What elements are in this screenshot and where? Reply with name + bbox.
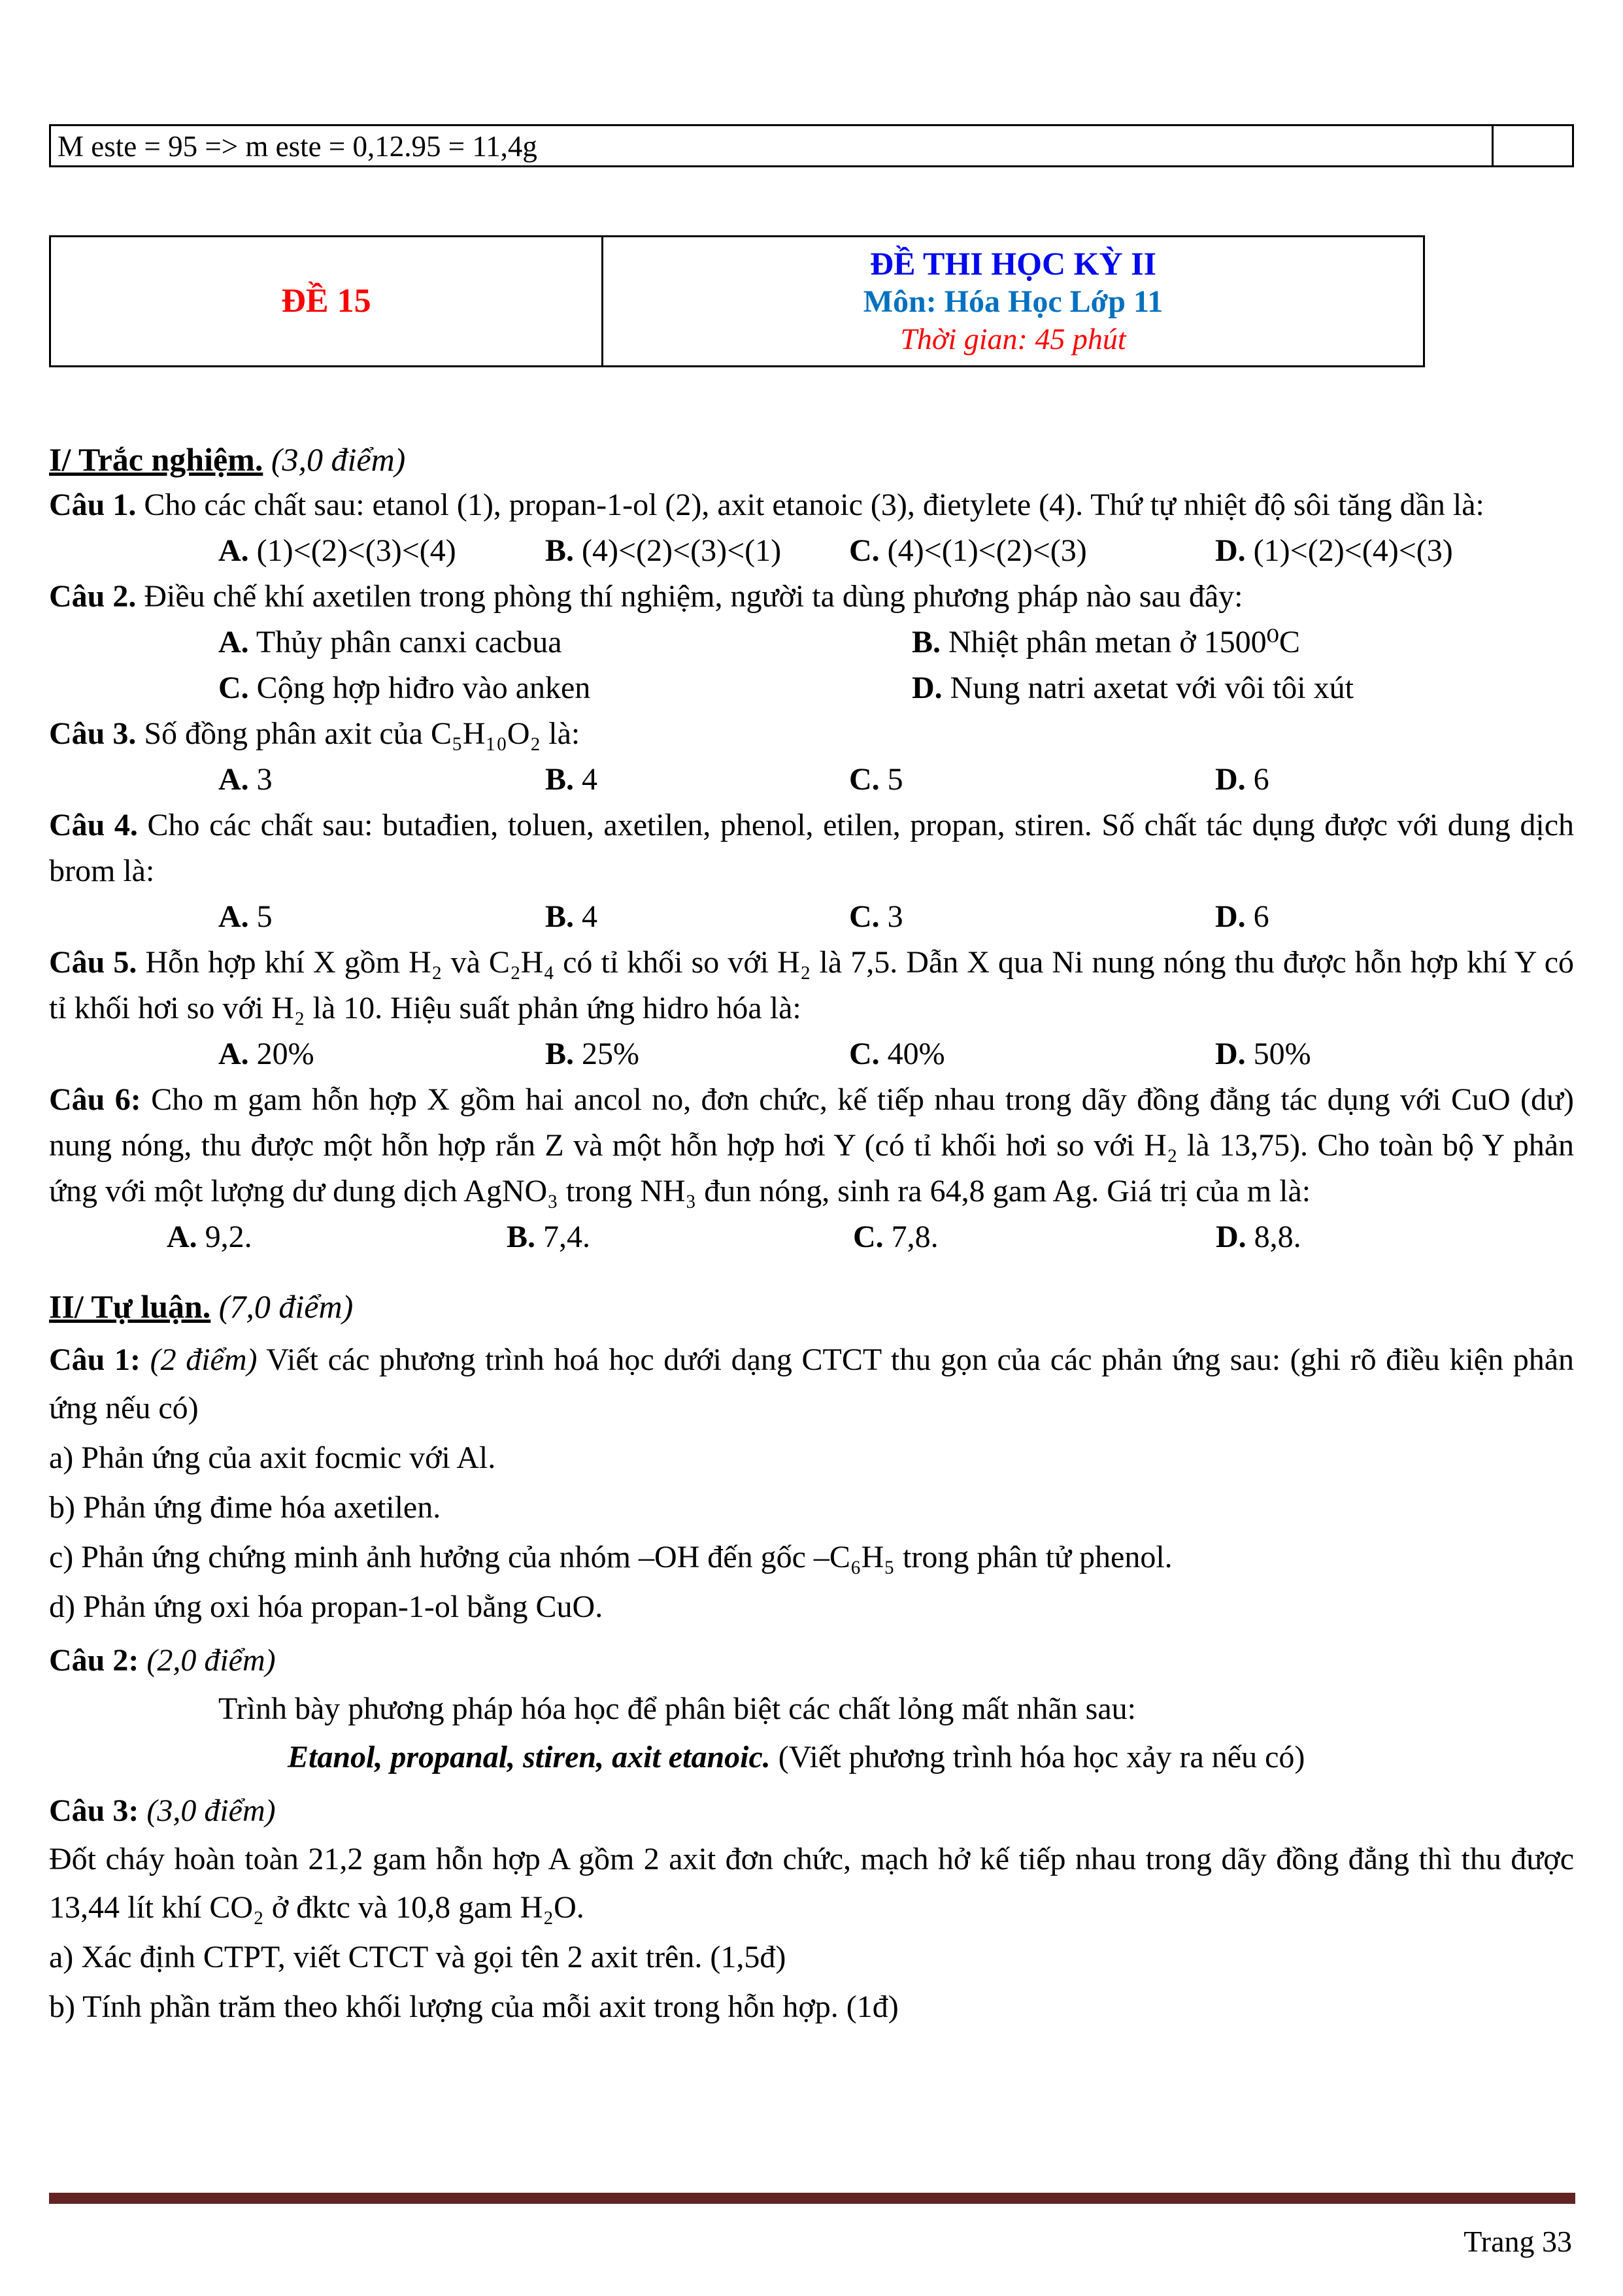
option-letter: C. bbox=[218, 671, 249, 705]
option-text: 5 bbox=[887, 762, 903, 797]
option-text: (1)<(2)<(3)<(4) bbox=[256, 533, 456, 568]
option-letter: D. bbox=[1216, 1220, 1247, 1254]
option-text: 20% bbox=[256, 1037, 314, 1071]
question-4-option-a bbox=[218, 894, 545, 940]
part2-question-3-item-b: b) Tính phần trăm theo khối lượng của mỗi axit trong hỗn hợp. (1đ) bbox=[49, 1989, 899, 2024]
top-note-empty-cell bbox=[1494, 126, 1572, 165]
part2-question-2 bbox=[49, 1637, 1574, 1685]
part1-heading-text: I/ Trắc nghiệm. bbox=[49, 441, 263, 478]
question-4-option-c bbox=[849, 894, 1215, 940]
question-1-option-c bbox=[849, 528, 1215, 574]
question-6-option-a bbox=[167, 1214, 507, 1260]
option-letter: B. bbox=[507, 1220, 536, 1254]
top-note-text: M este = 95 => m este = 0,12.95 = 11,4g bbox=[58, 130, 537, 163]
part2-heading bbox=[49, 1282, 1574, 1331]
question-1-option-b bbox=[545, 528, 849, 574]
question-2-options-row-1 bbox=[49, 620, 1574, 665]
question-2 bbox=[49, 574, 1574, 620]
option-text: 25% bbox=[582, 1037, 639, 1071]
option-text: (4)<(1)<(2)<(3) bbox=[887, 533, 1087, 568]
option-letter: D. bbox=[1215, 1037, 1246, 1071]
question-3-option-a bbox=[218, 757, 545, 803]
exam-duration: Thời gian: 45 phút bbox=[900, 322, 1126, 356]
option-text: 3 bbox=[256, 762, 273, 797]
part2-question-3-item-a: a) Xác định CTPT, viết CTCT và gọi tên 2 axit trên. (1,5đ) bbox=[49, 1940, 786, 1974]
part2-question-1-item-d: d) Phản ứng oxi hóa propan-1-ol bằng CuO. bbox=[49, 1589, 603, 1624]
question-4-option-d bbox=[1215, 894, 1574, 940]
part1-heading-points: (3,0 điểm) bbox=[271, 441, 406, 478]
option-letter: C. bbox=[849, 899, 880, 934]
question-6-text: Cho m gam hỗn hợp X gồm hai ancol no, đơn chức, kế tiếp nhau trong dãy đồng đẳng tác dụng với CuO (dư) nung nóng, thu được một hỗn hợp rắn Z và một hỗn hợp hơi Y (có tỉ khối hơi so với H₂ là 13,75). Cho toàn bộ Y phản ứng với một lượng dư dung dịch AgNO₃ trong NH₃ đun nóng, sinh ra 64,8 gam Ag. Giá trị của m là: bbox=[49, 1082, 1575, 1208]
part2-question-3-points: (3,0 điểm) bbox=[146, 1793, 276, 1828]
option-letter: B. bbox=[912, 625, 941, 659]
question-2-number: Câu 2. bbox=[49, 579, 137, 614]
option-letter: B. bbox=[545, 899, 575, 934]
option-letter: D. bbox=[1215, 533, 1246, 568]
question-2-options-row-2 bbox=[49, 665, 1574, 711]
option-letter: A. bbox=[218, 899, 249, 934]
question-4-number: Câu 4. bbox=[49, 808, 138, 842]
part2-question-2-intro: Trình bày phương pháp hóa học để phân biệt các chất lỏng mất nhãn sau: bbox=[218, 1691, 1136, 1726]
option-letter: B. bbox=[545, 533, 575, 568]
question-5-option-b bbox=[545, 1031, 849, 1077]
question-4-option-b bbox=[545, 894, 849, 940]
option-letter: A. bbox=[167, 1220, 197, 1254]
part2-heading-points: (7,0 điểm) bbox=[218, 1288, 354, 1325]
part2-section bbox=[49, 1282, 1574, 2031]
question-6-option-b bbox=[507, 1214, 853, 1260]
question-6-option-c bbox=[853, 1214, 1216, 1260]
question-1-number: Câu 1. bbox=[49, 488, 137, 522]
question-2-option-d bbox=[912, 665, 1574, 711]
substances-note: (Viết phương trình hóa học xảy ra nếu có) bbox=[778, 1740, 1305, 1774]
part2-question-3 bbox=[49, 1787, 1574, 1835]
question-5-option-a bbox=[218, 1031, 545, 1077]
question-2-option-c bbox=[218, 665, 912, 711]
question-1 bbox=[49, 482, 1574, 528]
option-text: 5 bbox=[256, 899, 273, 934]
option-text: (1)<(2)<(4)<(3) bbox=[1253, 533, 1453, 568]
exam-code-cell bbox=[51, 237, 603, 365]
question-3-option-d bbox=[1215, 757, 1574, 803]
option-text: Nhiệt phân metan ở 1500⁰C bbox=[948, 625, 1300, 659]
part2-question-3-number: Câu 3: bbox=[49, 1793, 139, 1828]
question-1-option-d bbox=[1215, 528, 1574, 574]
top-note-table bbox=[49, 124, 1574, 167]
question-5-number: Câu 5. bbox=[49, 945, 137, 980]
option-letter: C. bbox=[849, 1037, 880, 1071]
question-2-text: Điều chế khí axetilen trong phòng thí nghiệm, người ta dùng phương pháp nào sau đây: bbox=[144, 579, 1243, 614]
option-text: 9,2. bbox=[205, 1220, 252, 1254]
question-4-text: Cho các chất sau: butađien, toluen, axetilen, phenol, etilen, propan, stiren. Số chất tác dụng được với dung dịch brom là: bbox=[49, 808, 1575, 888]
question-3-text: Số đồng phân axit của C₅H₁₀O₂ là: bbox=[144, 716, 580, 751]
part1-heading bbox=[49, 437, 1574, 482]
part2-question-1-points: (2 điểm) bbox=[150, 1342, 258, 1377]
option-letter: A. bbox=[218, 533, 249, 568]
part2-question-2-points: (2,0 điểm) bbox=[146, 1643, 276, 1678]
question-6-options bbox=[49, 1214, 1574, 1260]
exam-title-cell bbox=[603, 237, 1423, 365]
option-text: 7,8. bbox=[891, 1220, 939, 1254]
option-text: Cộng hợp hiđro vào anken bbox=[256, 671, 591, 705]
question-5-option-c bbox=[849, 1031, 1215, 1077]
question-5 bbox=[49, 940, 1574, 1031]
part2-question-1-item-c: c) Phản ứng chứng minh ảnh hưởng của nhóm –OH đến gốc –C₆H₅ trong phân tử phenol. bbox=[49, 1540, 1173, 1574]
option-text: 40% bbox=[887, 1037, 945, 1071]
exam-subject: Môn: Hóa Học Lớp 11 bbox=[863, 284, 1163, 319]
option-text: 8,8. bbox=[1254, 1220, 1301, 1254]
part2-question-1-item-b: b) Phản ứng đime hóa axetilen. bbox=[49, 1490, 441, 1525]
question-3-option-b bbox=[545, 757, 849, 803]
question-1-text: Cho các chất sau: etanol (1), propan-1-ol (2), axit etanoic (3), đietylete (4). Thứ tự nhiệt độ sôi tăng dần là: bbox=[144, 488, 1484, 522]
option-letter: A. bbox=[218, 625, 249, 659]
option-text: 50% bbox=[1253, 1037, 1311, 1071]
option-letter: C. bbox=[849, 762, 880, 797]
question-3 bbox=[49, 711, 1574, 757]
question-4-options bbox=[49, 894, 1574, 940]
option-letter: B. bbox=[545, 1037, 575, 1071]
question-5-text: Hỗn hợp khí X gồm H₂ và C₂H₄ có tỉ khối so với H₂ là 7,5. Dẫn X qua Ni nung nóng thu được hỗn hợp khí Y có tỉ khối hơi so với H₂ là 10. Hiệu suất phản ứng hidro hóa là: bbox=[49, 945, 1575, 1025]
part2-question-2-substances-line bbox=[49, 1733, 1574, 1782]
part2-question-3-text: Đốt cháy hoàn toàn 21,2 gam hỗn hợp A gồm 2 axit đơn chức, mạch hở kế tiếp nhau trong dãy đồng đẳng thì thu được 13,44 lít khí CO₂ ở đktc và 10,8 gam H₂O. bbox=[49, 1842, 1574, 1925]
page-number: Trang 33 bbox=[1464, 2225, 1572, 2258]
part2-question-1 bbox=[49, 1336, 1574, 1433]
part2-question-1-item-a: a) Phản ứng của axit focmic với Al. bbox=[49, 1440, 496, 1475]
question-5-option-d bbox=[1215, 1031, 1574, 1077]
part2-question-1-number: Câu 1: bbox=[49, 1342, 141, 1377]
substances-list: Etanol, propanal, stiren, axit etanoic. bbox=[288, 1740, 771, 1774]
question-3-options bbox=[49, 757, 1574, 803]
question-4 bbox=[49, 803, 1574, 894]
question-6-number: Câu 6: bbox=[49, 1082, 141, 1117]
option-text: 4 bbox=[582, 899, 598, 934]
question-6 bbox=[49, 1077, 1574, 1214]
option-text: (4)<(2)<(3)<(1) bbox=[582, 533, 782, 568]
exam-header-table bbox=[49, 235, 1425, 367]
option-letter: D. bbox=[912, 671, 943, 705]
option-letter: C. bbox=[849, 533, 880, 568]
option-text: 3 bbox=[887, 899, 903, 934]
part2-heading-text: II/ Tự luận. bbox=[49, 1288, 211, 1325]
question-1-options bbox=[49, 528, 1574, 574]
option-letter: C. bbox=[853, 1220, 884, 1254]
option-letter: D. bbox=[1215, 899, 1246, 934]
option-text: 6 bbox=[1253, 762, 1269, 797]
option-letter: B. bbox=[545, 762, 575, 797]
option-letter: A. bbox=[218, 762, 249, 797]
exam-page bbox=[49, 124, 1574, 2031]
option-text: Thủy phân canxi cacbua bbox=[256, 625, 562, 659]
footer-rule bbox=[49, 2193, 1575, 2204]
question-1-option-a bbox=[218, 528, 545, 574]
option-letter: A. bbox=[218, 1037, 249, 1071]
option-text: 7,4. bbox=[543, 1220, 591, 1254]
top-note-cell bbox=[51, 126, 1494, 165]
option-text: 6 bbox=[1253, 899, 1269, 934]
exam-title: ĐỀ THI HỌC KỲ II bbox=[869, 245, 1157, 282]
part2-question-1-text: Viết các phương trình hoá học dưới dạng CTCT thu gọn của các phản ứng sau: (ghi rõ điều kiện phản ứng nếu có) bbox=[49, 1342, 1575, 1425]
part2-question-2-number: Câu 2: bbox=[49, 1643, 139, 1678]
question-3-option-c bbox=[849, 757, 1215, 803]
option-text: Nung natri axetat với vôi tôi xút bbox=[950, 671, 1354, 705]
question-2-option-a bbox=[218, 620, 912, 665]
question-6-option-d bbox=[1216, 1214, 1574, 1260]
option-text: 4 bbox=[582, 762, 598, 797]
exam-code: ĐỀ 15 bbox=[281, 282, 371, 320]
question-2-option-b bbox=[912, 620, 1574, 665]
question-5-options bbox=[49, 1031, 1574, 1077]
option-letter: D. bbox=[1215, 762, 1246, 797]
question-3-number: Câu 3. bbox=[49, 716, 137, 751]
